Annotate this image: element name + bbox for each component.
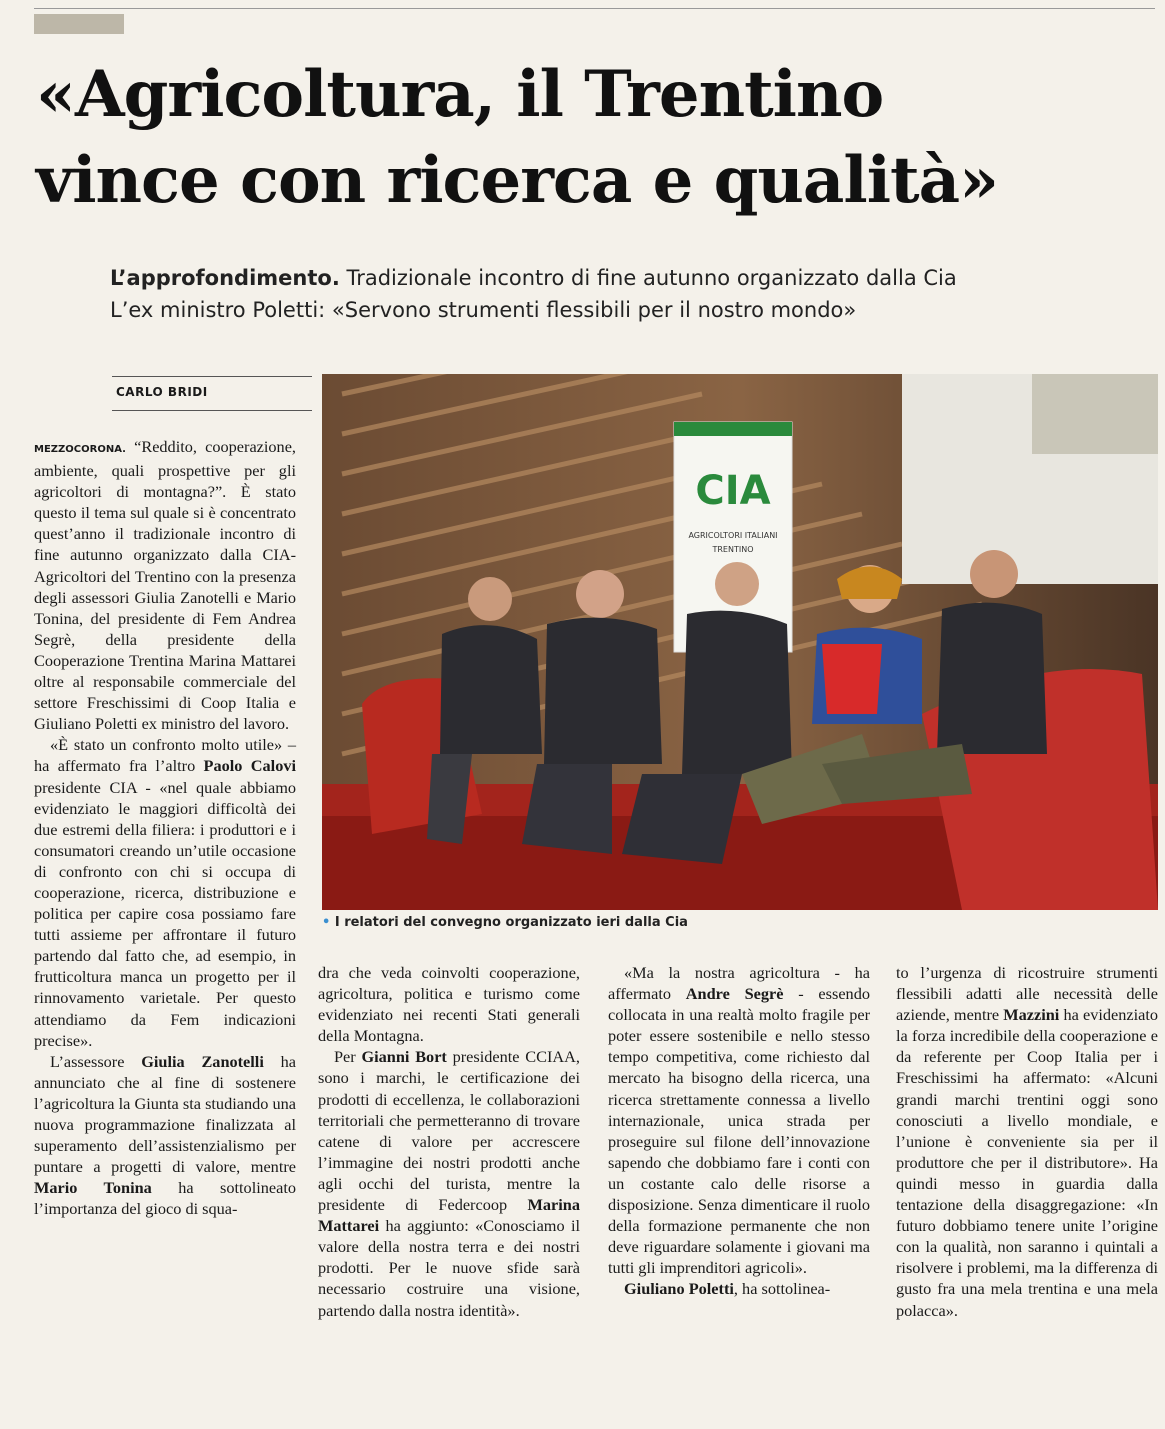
name-mattarei: Marina Mattarei (318, 1195, 580, 1236)
subhead-line-2: L’ex ministro Poletti: «Servono strumenti flessibili per il nostro mondo» (110, 298, 857, 322)
col1-para-3c: ha annunciato che al fine di sostenere l’agricoltura la Giunta sta studiando una nuova programmazione finalizzata al superamento dell’assistenzialismo per puntare a progetti di valore, mentre (34, 1051, 296, 1177)
col2-para-1: dra che veda coinvolti cooperazione, agricoltura, politica e turismo come evidenziato nei recenti Stati generali della Montagna. (318, 963, 580, 1046)
col1-para-2c: presidente CIA - «nel quale abbiamo evidenziato le maggiori difficoltà dei due estremi della filiera: i produttori e i consumatori creando un’utile occasione di confronto con chi si occupa di cooperazione, ricerca, distribuzione e politica per capire cosa possiamo fare tutti assieme per affrontare il futuro partendo dal fatto che, ad esempio, in frutticoltura manca un progetto per il rinnovamento varietale. Per questo attendiamo da Fem indicazioni precise». (34, 777, 296, 1050)
col2-para-2c: presidente CCIAA, sono i marchi, le certificazione dei prodotti di eccellenza, le collaborazioni territoriali che permetteranno di trovare catene di valore per accrescere l’immagine dei nostri prodotti anche agli occhi del turista, mentre la presidente di Federcoop (318, 1047, 580, 1215)
headline (36, 52, 1136, 224)
col1-para-1: “Reddito, cooperazione, ambiente, quali prospettive per gli agricoltori di montagna?”. È stato questo il tema sul quale si è concentrato quest’anno il tradizionale incontro di fine autunno organizzato dalla CIA-Agricoltori del Trentino con la presenza degli assessori Giulia Zanotelli e Mario Tonina, del presidente di Fem Andrea Segrè, della presidente della Cooperazione Trentina Marina Mattarei oltre al responsabile commerciale del settore Freschissimi di Coop Italia e Giuliano Poletti ex ministro del lavoro. (34, 437, 296, 734)
col1-para-2a: «È stato un confronto molto utile» – ha affermato fra l’altro (34, 735, 296, 776)
name-zanotelli: Giulia Zanotelli (141, 1051, 264, 1071)
name-tonina: Mario Tonina (34, 1178, 152, 1198)
headline-line-1: «Agricoltura, il Trentino (36, 57, 884, 132)
column-2 (318, 962, 580, 1321)
col1-para-3a: L’assessore (50, 1051, 142, 1071)
top-rule (34, 8, 1155, 9)
section-tab (34, 14, 124, 34)
col3-para-2b: , ha sottolinea- (733, 1279, 831, 1299)
subhead-kicker: L’approfondimento. (110, 266, 340, 290)
banner-line-2: TRENTINO (712, 545, 754, 554)
photo-caption: • I relatori del convegno organizzato ieri dalla Cia (322, 915, 688, 930)
caption-text: I relatori del convegno organizzato ieri dalla Cia (334, 915, 688, 930)
col3-para-1a: «Ma la nostra agricoltura - ha affermato (608, 963, 870, 1004)
col2-para-2a: Per (334, 1047, 362, 1067)
col4-para-1c: ha evidenziato la forza incredibile della cooperazione e da referente per Coop Italia per i Freschissimi ha affermato: «Alcuni grandi marchi trentini oggi sono conosciuti a livello mondiale, e l’unione è conveniente sia per il produttore che per il distributore». Ha quindi messo in guardia dalla tentazione della disaggregazione: «In futuro dobbiamo tenere unite l’origine con la qualità, non saranno i quintali a risolvere i problemi, ma la differenza di gusto fra una mela trentina e una mela polacca». (896, 1005, 1159, 1320)
headline-line-2: vince con ricerca e qualità» (36, 143, 999, 218)
subhead-line-1: Tradizionale incontro di fine autunno organizzato dalla Cia (339, 266, 957, 290)
col3-para-1c: - essendo collocata in una realtà molto fragile per poter essere sostenibile e nello stesso tempo competitiva, come richiesto dal mercato ha bisogno della ricerca, una ricerca strettamente connessa a livello internazionale, unica strada per proseguire sul filone dell’innovazione sapendo che dobbiamo fare i conti con un costante calo delle risorse a disposizione. Senza dimenticare il ruolo della formazione permanente che non deve riguardare solamente i giovani ma tutti gli imprenditori agricoli». (608, 984, 870, 1278)
name-poletti: Giuliano Poletti (624, 1279, 734, 1299)
byline-rule-bottom (112, 410, 312, 411)
column-3 (608, 962, 870, 1300)
col4-para-1a: to l’urgenza di ricostruire strumenti flessibili adatti alle necessità delle aziende, mentre (896, 963, 1158, 1025)
banner-line-1: AGRICOLTORI ITALIANI (688, 531, 778, 540)
col1-para-3e: ha sottolineato l’importanza del gioco di squa- (34, 1178, 296, 1219)
name-segre: Andre Segrè (685, 984, 784, 1004)
col2-para-2e: ha aggiunto: «Conosciamo il valore della nostra terra e dei nostri prodotti. Per le nuove sfide sarà necessario costruire una visione, partendo dalla nostra identità». (318, 1216, 580, 1320)
banner-logo: CIA (695, 468, 771, 514)
photo-illustration (322, 374, 1158, 910)
column-1 (34, 436, 296, 1219)
byline-rule-top (112, 376, 312, 377)
column-4 (896, 962, 1158, 1321)
event-photo (322, 374, 1158, 910)
byline: CARLO BRIDI (116, 385, 208, 399)
dateline: MEZZOCORONA. (34, 444, 126, 455)
name-calovi: Paolo Calovi (203, 756, 296, 776)
name-bort: Gianni Bort (361, 1047, 447, 1067)
name-mazzini: Mazzini (1003, 1005, 1060, 1025)
subheadline (110, 262, 1150, 326)
